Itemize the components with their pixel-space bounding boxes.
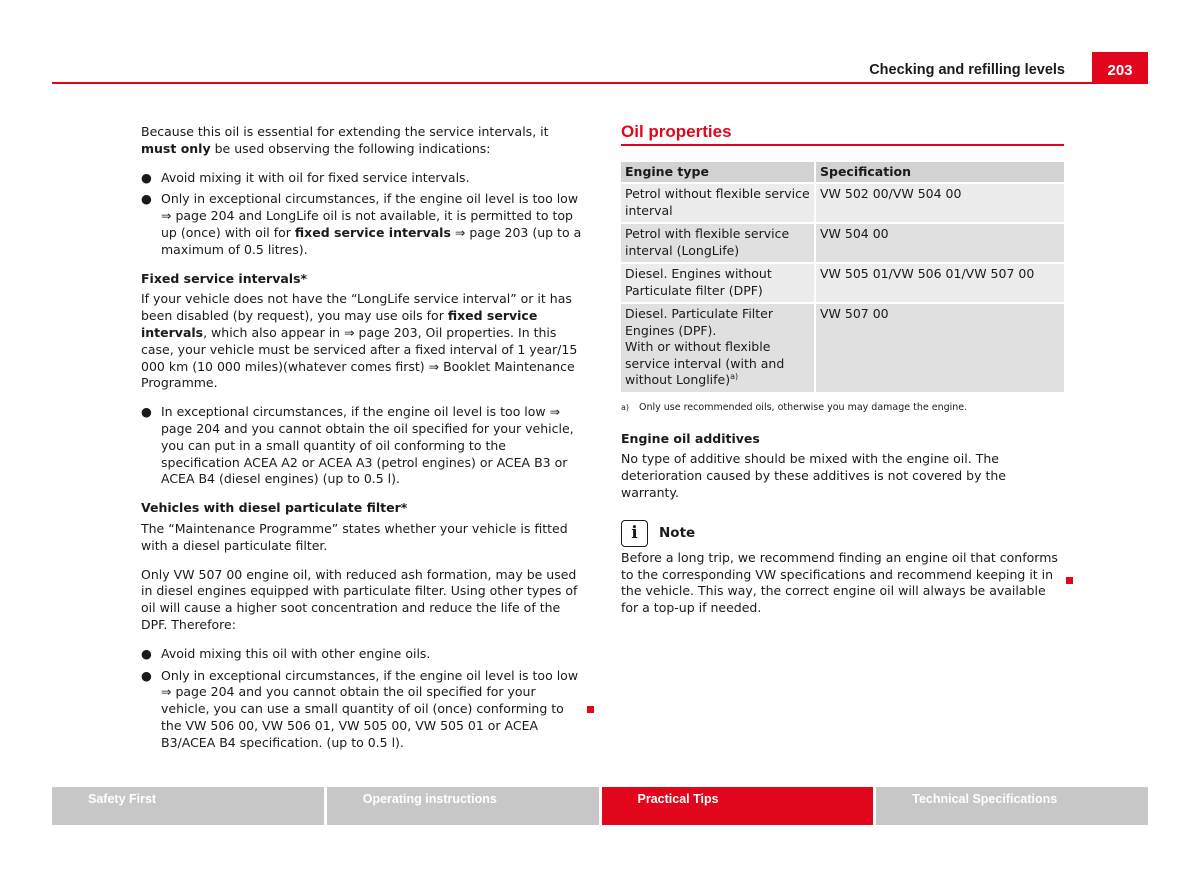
tab-practical-tips[interactable]: Practical Tips bbox=[602, 787, 874, 825]
table-row bbox=[621, 183, 1064, 223]
table-cell: VW 507 00 bbox=[815, 303, 1064, 393]
table-row bbox=[621, 303, 1064, 393]
table-cell: Diesel. Particulate Filter Engines (DPF). With or without flexible service interval (with and without Longlife)$^{a)}$ bbox=[621, 303, 815, 393]
fixed-intervals-paragraph: If your vehicle does not have the “LongLife service interval” or it has been disabled (by request), you may use oils for fixed service intervals, which also appear in ⇒ page 203, Oil properties. In this case, your vehicle must be serviced after a fixed interval of 1 year/15 000 km (10 000 miles)(whatever comes first) ⇒ Booklet Maintenance Programme. bbox=[141, 291, 578, 391]
table-cell: VW 505 01/VW 506 01/VW 507 00 bbox=[815, 263, 1064, 303]
dpf-paragraph: Only VW 507 00 engine oil, with reduced ash formation, may be used in diesel engines equipped with particulate filter. Using other types of oil will cause a higher soot concentration and reduce the life of the DPF. Therefore: bbox=[141, 566, 578, 632]
table-cell: Diesel. Engines without Particulate filter (DPF) bbox=[621, 263, 815, 303]
list-item: ● Avoid mixing it with oil for fixed service intervals. bbox=[141, 169, 470, 185]
table-cell: Petrol without flexible service interval bbox=[621, 183, 815, 223]
tab-technical-specifications[interactable]: Technical Specifications bbox=[876, 787, 1148, 825]
note-text: Before a long trip, we recommend finding an engine oil that conforms to the corresponding VW specifications and recommend keeping it in the vehicle. This way, the correct engine oil will always be available for a top-up if needed. bbox=[621, 549, 1058, 616]
section-end-marker bbox=[587, 706, 594, 713]
footnote-ref: a) bbox=[730, 372, 739, 382]
chapter-tabs bbox=[52, 787, 1148, 825]
column-header: Specification bbox=[815, 162, 1064, 184]
section-title: Oil properties bbox=[621, 124, 1064, 146]
table-header-row bbox=[621, 162, 1064, 184]
additives-paragraph: No type of additive should be mixed with the engine oil. The deterioration caused by these additives is not covered by the warranty. bbox=[621, 451, 1006, 500]
left-column bbox=[141, 124, 586, 757]
list-item: ● Avoid mixing this oil with other engine oils. bbox=[141, 645, 431, 661]
list-item: ● Only in exceptional circumstances, if the engine oil level is too low ⇒ page 204 and LongLife oil is not available, it is permitted to top up (once) with oil for fixed service intervals ⇒ page 203 (up to a maximum of 0.5 litres). bbox=[141, 191, 582, 257]
table-cell: Petrol with flexible service interval (LongLife) bbox=[621, 223, 815, 263]
tab-operating-instructions[interactable]: Operating instructions bbox=[327, 787, 599, 825]
note-header bbox=[621, 520, 1064, 547]
bullet-icon: ● bbox=[141, 404, 152, 420]
column-header: Engine type bbox=[621, 162, 815, 184]
list-item: ● In exceptional circumstances, if the engine oil level is too low ⇒ page 204 and you cannot obtain the oil specified for your vehicle, you can put in a small quantity of oil conforming to the specification ACEA A2 or ACEA A3 (petrol engines) or ACEA B3 or ACEA B4 (diesel engines) (up to 0.5 l). bbox=[141, 404, 574, 487]
table-row bbox=[621, 263, 1064, 303]
additives-heading: Engine oil additives bbox=[621, 430, 760, 446]
fixed-intervals-heading: Fixed service intervals* bbox=[141, 270, 308, 286]
table-cell: VW 502 00/VW 504 00 bbox=[815, 183, 1064, 223]
dpf-heading: Vehicles with diesel particulate filter* bbox=[141, 500, 408, 516]
list-item: ● Only in exceptional circumstances, if the engine oil level is too low ⇒ page 204 and you cannot obtain the oil specified for your vehicle, you can use a small quantity of oil (once) conforming to the VW 506 00, VW 506 01, VW 505 00, VW 505 01 or ACEA B3/ACEA B4 specification. (up to 0.5 l). bbox=[141, 667, 579, 750]
right-column bbox=[621, 124, 1064, 629]
bullet-icon: ● bbox=[141, 667, 152, 683]
header-rule bbox=[52, 82, 1148, 84]
section-end-marker bbox=[1066, 577, 1073, 584]
bullet-icon: ● bbox=[141, 191, 152, 207]
info-icon: i bbox=[621, 520, 648, 547]
chapter-title: Checking and refilling levels bbox=[869, 62, 1065, 78]
dpf-paragraph: The “Maintenance Programme” states whether your vehicle is fitted with a diesel particulate filter. bbox=[141, 520, 568, 553]
intro-paragraph: Because this oil is essential for extending the service intervals, it must only be used observing the following indications: bbox=[141, 124, 549, 156]
page-number: 203 bbox=[1092, 52, 1148, 84]
table-row bbox=[621, 223, 1064, 263]
bullet-icon: ● bbox=[141, 169, 152, 185]
note-label: Note bbox=[659, 524, 696, 541]
table-footnote: a) Only use recommended oils, otherwise you may damage the engine. bbox=[621, 401, 968, 413]
tab-safety-first[interactable]: Safety First bbox=[52, 787, 324, 825]
bullet-icon: ● bbox=[141, 645, 152, 661]
oil-spec-table bbox=[621, 162, 1064, 394]
table-cell: VW 504 00 bbox=[815, 223, 1064, 263]
